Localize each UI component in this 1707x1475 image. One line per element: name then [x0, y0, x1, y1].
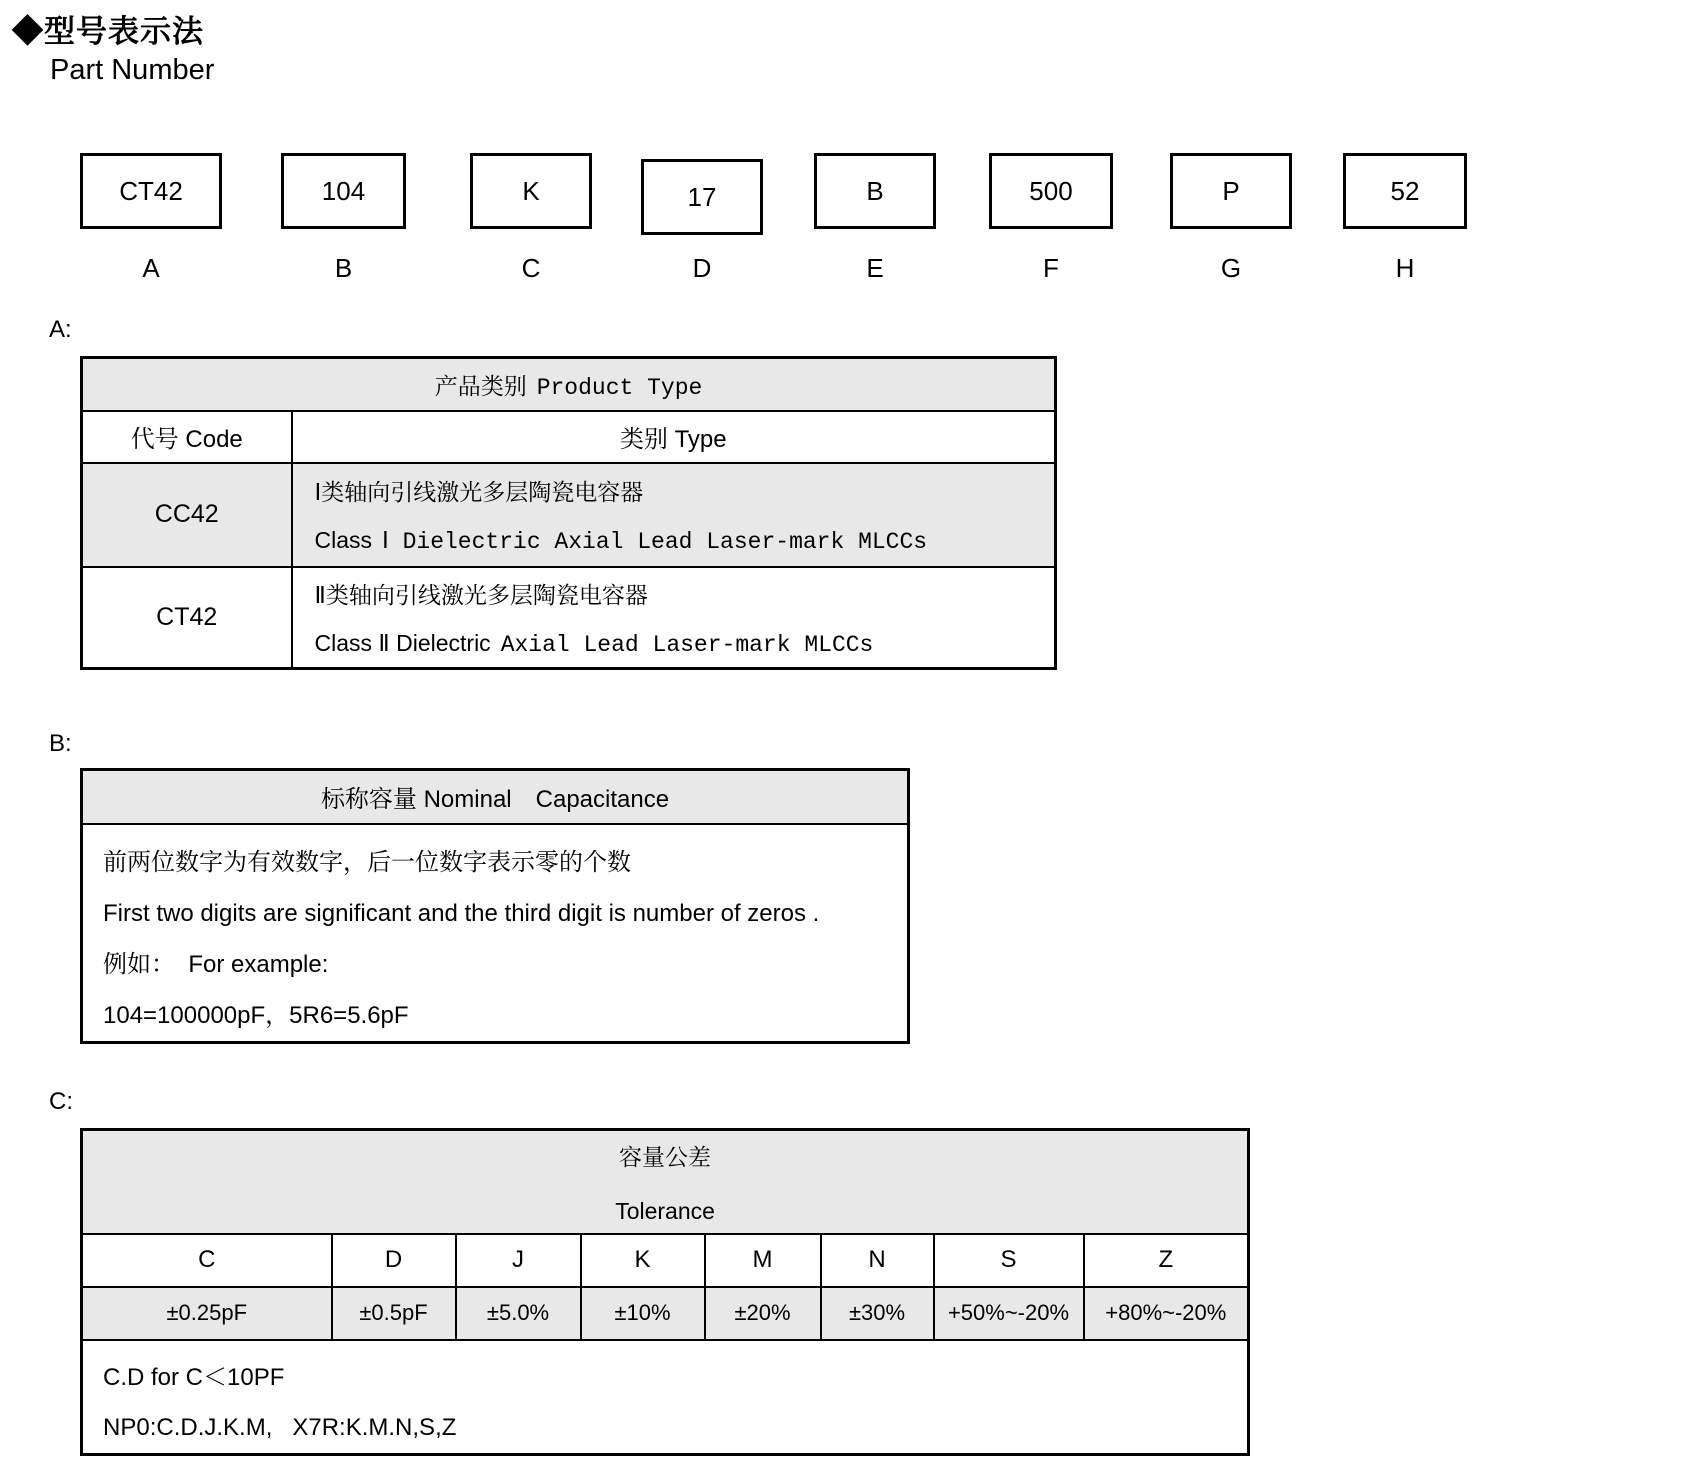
product-type-desc-cn: Ⅰ类轴向引线激光多层陶瓷电容器	[314, 479, 644, 505]
code-column-header: 代号 Code	[82, 411, 292, 463]
product-type-table	[80, 356, 1057, 670]
position-letter-h: H	[1395, 253, 1415, 283]
part-code-value: P	[1222, 175, 1240, 206]
tolerance-code: D	[332, 1234, 456, 1287]
nominal-capacitance-title: 标称容量 Nominal Capacitance	[82, 770, 909, 824]
tolerance-value: ±20%	[705, 1287, 821, 1340]
capacitance-rule-cn: 前两位数字为有效数字，后一位数字表示零的个数	[103, 848, 631, 876]
section-c-label: C:	[49, 1088, 73, 1115]
part-code-value: B	[866, 175, 884, 206]
capacitance-example-label: 例如： For example:	[103, 950, 329, 978]
table-row	[82, 463, 1056, 567]
tolerance-title-en: Tolerance	[615, 1197, 715, 1224]
product-type-title-cn: 产品类别	[434, 372, 527, 399]
part-code-value: 52	[1390, 175, 1420, 206]
part-code-box-c	[470, 153, 592, 229]
part-code-box-h	[1343, 153, 1467, 229]
position-letter-b: B	[334, 253, 353, 283]
tolerance-code: K	[581, 1234, 705, 1287]
tolerance-notes	[82, 1340, 1249, 1455]
part-code-value: CT42	[119, 175, 183, 206]
tolerance-code-row	[82, 1234, 1249, 1287]
tolerance-value: ±0.25pF	[82, 1287, 332, 1340]
tolerance-code: Z	[1084, 1234, 1249, 1287]
product-type-desc	[292, 567, 1056, 669]
nominal-capacitance-body	[82, 824, 909, 1043]
tolerance-value: ±30%	[821, 1287, 934, 1340]
position-letter-a: A	[142, 253, 160, 283]
product-type-desc-en: Class Ⅱ Dielectric Axial Lead Laser-mark MLCCs	[314, 629, 874, 658]
tolerance-code: S	[934, 1234, 1084, 1287]
tolerance-table-title	[82, 1130, 1249, 1234]
nominal-capacitance-table	[80, 768, 910, 1044]
part-code-box-d	[641, 159, 763, 235]
tolerance-value: +80%~-20%	[1084, 1287, 1249, 1340]
tolerance-value: ±10%	[581, 1287, 705, 1340]
table-row	[82, 567, 1056, 669]
tolerance-code: N	[821, 1234, 934, 1287]
tolerance-value: ±0.5pF	[332, 1287, 456, 1340]
section-a-label: A:	[49, 316, 72, 343]
tolerance-note-2: NP0:C.D.J.K.M, X7R:K.M.N,S,Z	[103, 1413, 457, 1441]
position-letter-c: C	[521, 253, 541, 283]
position-letter-g: G	[1220, 253, 1242, 283]
product-code-cc42: CC42	[82, 463, 292, 567]
page-title-cn: ◆型号表示法	[12, 14, 204, 49]
part-code-box-e	[814, 153, 936, 229]
product-code-ct42: CT42	[82, 567, 292, 669]
product-type-table-title	[82, 358, 1056, 411]
tolerance-note-1: C.D for C＜10PF	[103, 1363, 285, 1391]
tolerance-value: ±5.0%	[456, 1287, 581, 1340]
type-column-header: 类别 Type	[292, 411, 1056, 463]
tolerance-code: J	[456, 1234, 581, 1287]
product-type-title-en: Product Type	[536, 374, 703, 401]
part-code-value: 104	[321, 175, 366, 206]
capacitance-rule-en: First two digits are significant and the third digit is number of zeros .	[103, 899, 820, 927]
position-letter-e: E	[866, 253, 884, 283]
part-code-box-g	[1170, 153, 1292, 229]
part-code-box-f	[989, 153, 1113, 229]
part-code-box-b	[281, 153, 406, 229]
part-code-value: 500	[1029, 175, 1073, 206]
capacitance-example-values: 104=100000pF，5R6=5.6pF	[103, 1001, 409, 1029]
tolerance-title-cn: 容量公差	[619, 1143, 712, 1170]
tolerance-code: M	[705, 1234, 821, 1287]
tolerance-value-row	[82, 1287, 1249, 1340]
page-title-en: Part Number	[50, 54, 215, 86]
position-letter-f: F	[1043, 253, 1059, 283]
tolerance-value: +50%~-20%	[934, 1287, 1084, 1340]
part-code-value: K	[522, 175, 540, 206]
part-code-box-a	[80, 153, 222, 229]
position-letter-d: D	[692, 253, 712, 283]
product-type-desc	[292, 463, 1056, 567]
product-type-desc-en: Class Ⅰ Dielectric Axial Lead Laser-mark MLCCs	[314, 527, 928, 555]
part-code-value: 17	[687, 181, 717, 212]
section-b-label: B:	[49, 730, 72, 757]
product-type-desc-cn: Ⅱ类轴向引线激光多层陶瓷电容器	[314, 581, 648, 608]
tolerance-table	[80, 1128, 1250, 1456]
tolerance-code: C	[82, 1234, 332, 1287]
